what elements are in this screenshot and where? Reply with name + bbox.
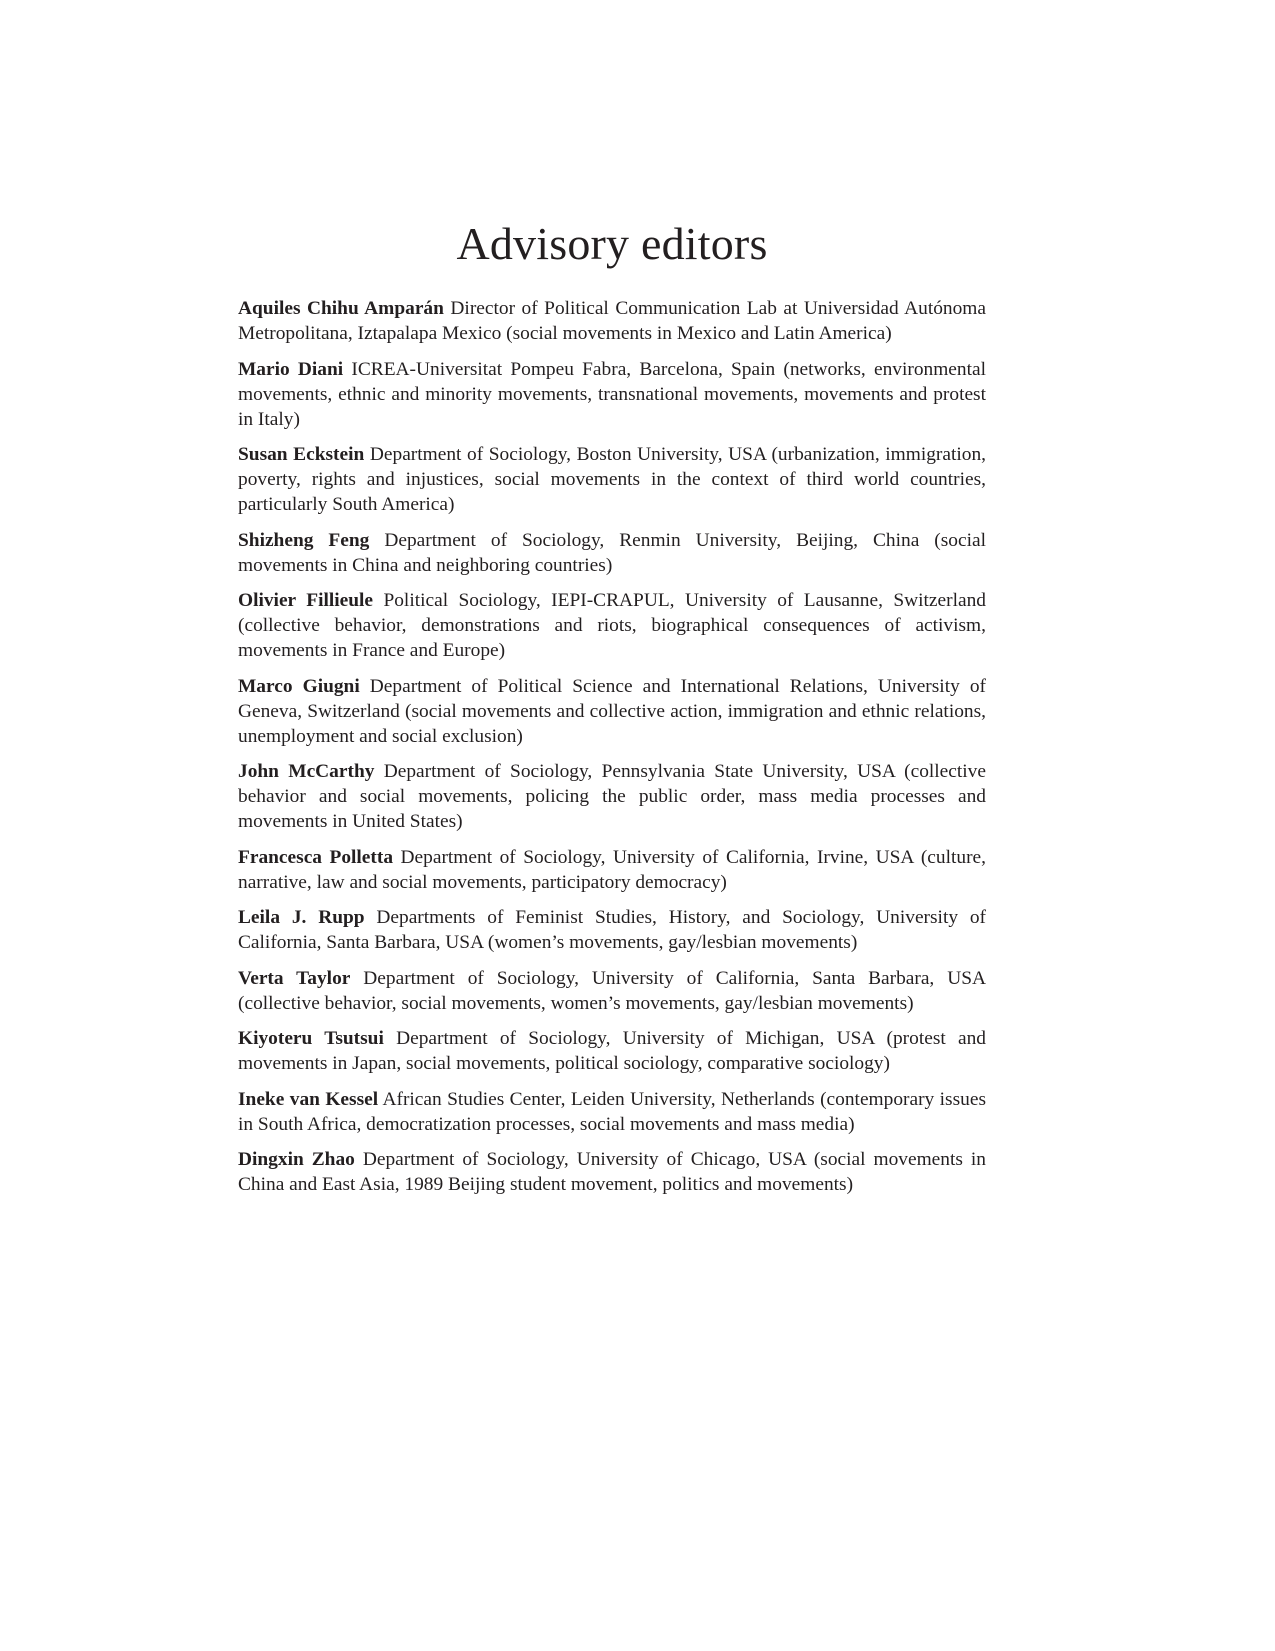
editor-description: Department of Sociology, Boston University, USA (urbanization, immigration, poverty, rights and injustices, social movements in the context of third world countries, particularly South America) [238,444,986,515]
editor-entry [238,1026,986,1076]
editor-entry [238,588,986,663]
editor-description: African Studies Center, Leiden University, Netherlands (contemporary issues in South Africa, democratization processes, social movements and mass media) [238,1088,986,1135]
editor-entry [238,442,986,517]
editor-description: ICREA-Universitat Pompeu Fabra, Barcelona, Spain (networks, environmental movements, ethnic and minority movements, transnational movements, movements and protest in Italy) [238,358,986,430]
editor-description: Department of Sociology, University of California, Irvine, USA (culture, narrative, law and social movements, participatory democracy) [238,846,986,893]
editor-entry [238,759,986,834]
editor-name: Verta Taylor [238,967,351,989]
editor-entry [238,296,986,346]
editor-description: Political Sociology, IEPI-CRAPUL, University of Lausanne, Switzerland (collective behavior, demonstrations and riots, biographical consequences of activism, movements in France and Europe) [238,590,986,661]
editor-description: Department of Political Science and International Relations, University of Geneva, Switzerland (social movements and collective action, immigration and ethnic relations, unemployment and social exclusion) [238,675,986,747]
editor-entry [238,905,986,955]
editor-name: Mario Diani [238,358,344,380]
editor-name: Francesca Polletta [238,846,394,868]
editor-description: Departments of Feminist Studies, History, and Sociology, University of California, Santa Barbara, USA (women’s movements, gay/lesbian movements) [238,907,986,953]
editor-description: Department of Sociology, Renmin University, Beijing, China (social movements in China and neighboring countries) [238,529,986,576]
editor-description: Department of Sociology, Pennsylvania State University, USA (collective behavior and social movements, policing the public order, mass media processes and movements in United States) [238,761,986,832]
editor-name: Ineke van Kessel [238,1088,379,1110]
editor-entry [238,1087,986,1137]
editor-description: Department of Sociology, University of Michigan, USA (protest and movements in Japan, social movements, political sociology, comparative sociology) [238,1028,986,1074]
editor-entry [238,966,986,1016]
editor-list [238,296,986,1208]
editor-entry [238,528,986,578]
editor-name: Kiyoteru Tsutsui [238,1028,384,1049]
editor-name: Susan Eckstein [238,444,365,465]
page-title: Advisory editors [456,218,768,269]
editor-name: Marco Giugni [238,675,360,697]
editor-name: Dingxin Zhao [238,1149,355,1170]
editor-name: John McCarthy [238,761,375,782]
editor-entry [238,357,986,432]
editor-name: Olivier Fillieule [238,590,374,611]
editor-name: Shizheng Feng [238,529,370,551]
editor-entry [238,1147,986,1197]
editor-description: Director of Political Communication Lab at Universidad Autónoma Metropolitana, Iztapalapa Mexico (social movements in Mexico and Latin America) [238,298,986,344]
editor-description: Department of Sociology, University of California, Santa Barbara, USA (collective behavior, social movements, women’s movements, gay/lesbian movements) [238,967,986,1014]
editor-name: Aquiles Chihu Amparán [238,298,444,319]
editor-entry [238,845,986,895]
editor-entry [238,674,986,749]
editor-name: Leila J. Rupp [238,907,365,928]
editor-description: Department of Sociology, University of Chicago, USA (social movements in China and East Asia, 1989 Beijing student movement, politics and movements) [238,1149,986,1195]
